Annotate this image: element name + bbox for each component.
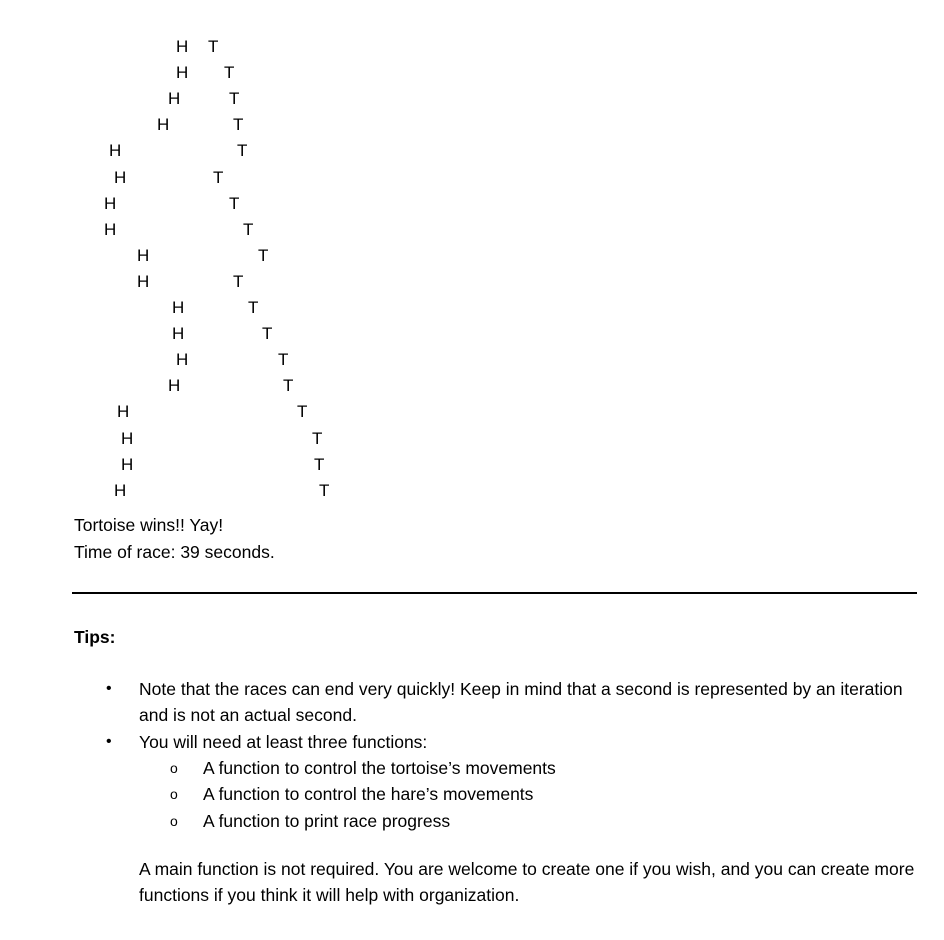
hare-marker: H — [168, 376, 181, 396]
hare-marker: H — [121, 454, 134, 474]
race-row — [0, 112, 944, 138]
tortoise-marker: T — [233, 271, 244, 291]
hare-marker: H — [104, 219, 117, 239]
hare-marker: H — [176, 350, 189, 370]
section-divider — [72, 592, 917, 594]
hare-marker: H — [172, 324, 185, 344]
circle-bullet-icon: o — [170, 786, 178, 802]
tip-item: You will need at least three functions: — [139, 732, 428, 752]
tortoise-marker: T — [258, 245, 269, 265]
hare-marker: H — [157, 115, 170, 135]
race-row — [0, 138, 944, 164]
race-row — [0, 217, 944, 243]
tips-heading: Tips: — [74, 627, 116, 647]
hare-marker: H — [114, 167, 127, 187]
function-item: A function to control the hare’s movements — [203, 784, 534, 804]
winner-message: Tortoise wins!! Yay! — [74, 515, 224, 535]
race-row — [0, 269, 944, 295]
tortoise-marker: T — [229, 193, 240, 213]
tortoise-marker: T — [237, 141, 248, 161]
race-time: Time of race: 39 seconds. — [74, 542, 275, 562]
bullet-icon: • — [106, 733, 112, 750]
circle-bullet-icon: o — [170, 813, 178, 829]
hare-marker: H — [176, 37, 189, 56]
tortoise-marker: T — [229, 89, 240, 109]
race-row — [0, 373, 944, 399]
bullet-icon: • — [106, 680, 112, 697]
race-row — [0, 191, 944, 217]
race-row — [0, 86, 944, 112]
hare-marker: H — [117, 402, 130, 422]
hare-marker: H — [176, 63, 189, 83]
race-row — [0, 165, 944, 191]
race-row — [0, 60, 944, 86]
circle-bullet-icon: o — [170, 760, 178, 776]
tortoise-marker: T — [208, 37, 219, 56]
hare-marker: H — [168, 89, 181, 109]
tortoise-marker: T — [243, 219, 254, 239]
tortoise-marker: T — [233, 115, 244, 135]
tip-item: Note that the races can end very quickly! Keep in mind that a second is represented by an iteration and is not an actual second. — [139, 679, 903, 725]
hare-marker: H — [104, 193, 117, 213]
race-row — [0, 426, 944, 452]
function-item: A function to control the tortoise’s movements — [203, 758, 556, 778]
tortoise-marker: T — [312, 428, 323, 448]
hare-marker: H — [137, 245, 150, 265]
tortoise-marker: T — [224, 63, 235, 83]
race-row — [0, 478, 944, 504]
race-row — [0, 347, 944, 373]
note-paragraph: A main function is not required. You are welcome to create one if you wish, and you can create more functions if you think it will help with organization. — [139, 859, 915, 905]
tortoise-marker: T — [262, 324, 273, 344]
tortoise-marker: T — [314, 454, 325, 474]
hare-marker: H — [137, 271, 150, 291]
tortoise-marker: T — [248, 298, 259, 317]
race-row — [0, 295, 944, 321]
hare-marker: H — [172, 298, 185, 317]
tortoise-marker: T — [278, 350, 289, 370]
race-row — [0, 243, 944, 269]
tortoise-marker: T — [213, 167, 224, 187]
hare-marker: H — [109, 141, 122, 161]
race-row — [0, 399, 944, 425]
tortoise-marker: T — [297, 402, 308, 422]
hare-marker: H — [121, 428, 134, 448]
race-row — [0, 452, 944, 478]
tortoise-marker: T — [319, 480, 330, 500]
function-item: A function to print race progress — [203, 811, 451, 831]
tortoise-marker: T — [283, 376, 294, 396]
race-row — [0, 321, 944, 347]
race-row — [0, 34, 944, 60]
hare-marker: H — [114, 480, 127, 500]
